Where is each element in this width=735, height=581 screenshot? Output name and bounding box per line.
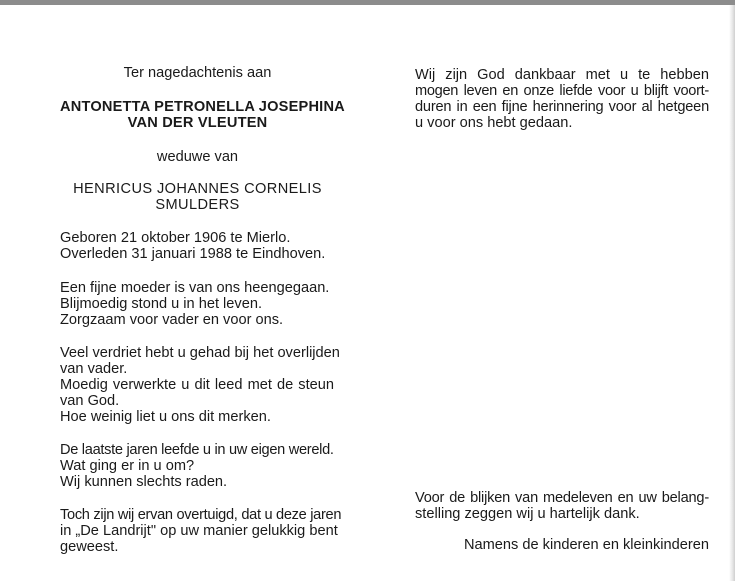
in-memory-heading: Ter nagedachtenis aan bbox=[123, 65, 272, 81]
thanks-line: stelling zeggen wij u hartelijk dank. bbox=[415, 506, 640, 522]
thanks-line: Voor de blijken van medeleven en uw belang- bbox=[415, 490, 709, 506]
deceased-name-line2: VAN DER VLEUTEN bbox=[127, 115, 268, 131]
verse-line: Wat ging er in u om? bbox=[60, 458, 195, 474]
gratitude-line: duren in een fijne herinnering voor al hetgeen bbox=[415, 99, 709, 115]
birth-line: Geboren 21 oktober 1906 te Mierlo. bbox=[60, 230, 291, 246]
verse-line: Hoe weinig liet u ons dit merken. bbox=[60, 409, 271, 425]
gratitude-line: mogen leven en onze liefde voor u blijft voort- bbox=[415, 83, 709, 99]
scan-right-edge bbox=[729, 5, 735, 581]
widow-of-label: weduwe van bbox=[156, 149, 239, 165]
deceased-name-line1: ANTONETTA PETRONELLA JOSEPHINA bbox=[60, 99, 345, 115]
verse-line: Een fijne moeder is van ons heengegaan. bbox=[60, 280, 330, 296]
verse-line: van vader. bbox=[60, 361, 128, 377]
signature-line: Namens de kinderen en kleinkinderen bbox=[463, 537, 709, 553]
death-line: Overleden 31 januari 1988 te Eindhoven. bbox=[60, 246, 326, 262]
gratitude-line: u voor ons hebt gedaan. bbox=[415, 115, 573, 131]
verse-line: geweest. bbox=[60, 539, 119, 555]
verse-line: Zorgzaam voor vader en voor ons. bbox=[60, 312, 284, 328]
husband-name-line1: HENRICUS JOHANNES CORNELIS bbox=[73, 181, 322, 197]
verse-line: Veel verdriet hebt u gehad bij het overlijden bbox=[60, 345, 340, 361]
verse-line: De laatste jaren leefde u in uw eigen wereld. bbox=[60, 442, 334, 458]
verse-line: Moedig verwerkte u dit leed met de steun bbox=[60, 377, 334, 393]
gratitude-line: Wij zijn God dankbaar met u te hebben bbox=[415, 67, 709, 83]
husband-name-line2: SMULDERS bbox=[155, 197, 240, 213]
memorial-card bbox=[0, 5, 729, 581]
verse-line: in „De Landrijt" op uw manier gelukkig bent bbox=[60, 523, 338, 539]
verse-line: Wij kunnen slechts raden. bbox=[60, 474, 228, 490]
verse-line: Blijmoedig stond u in het leven. bbox=[60, 296, 263, 312]
verse-line: van God. bbox=[60, 393, 120, 409]
verse-line: Toch zijn wij ervan overtuigd, dat u deze jaren bbox=[60, 507, 342, 523]
